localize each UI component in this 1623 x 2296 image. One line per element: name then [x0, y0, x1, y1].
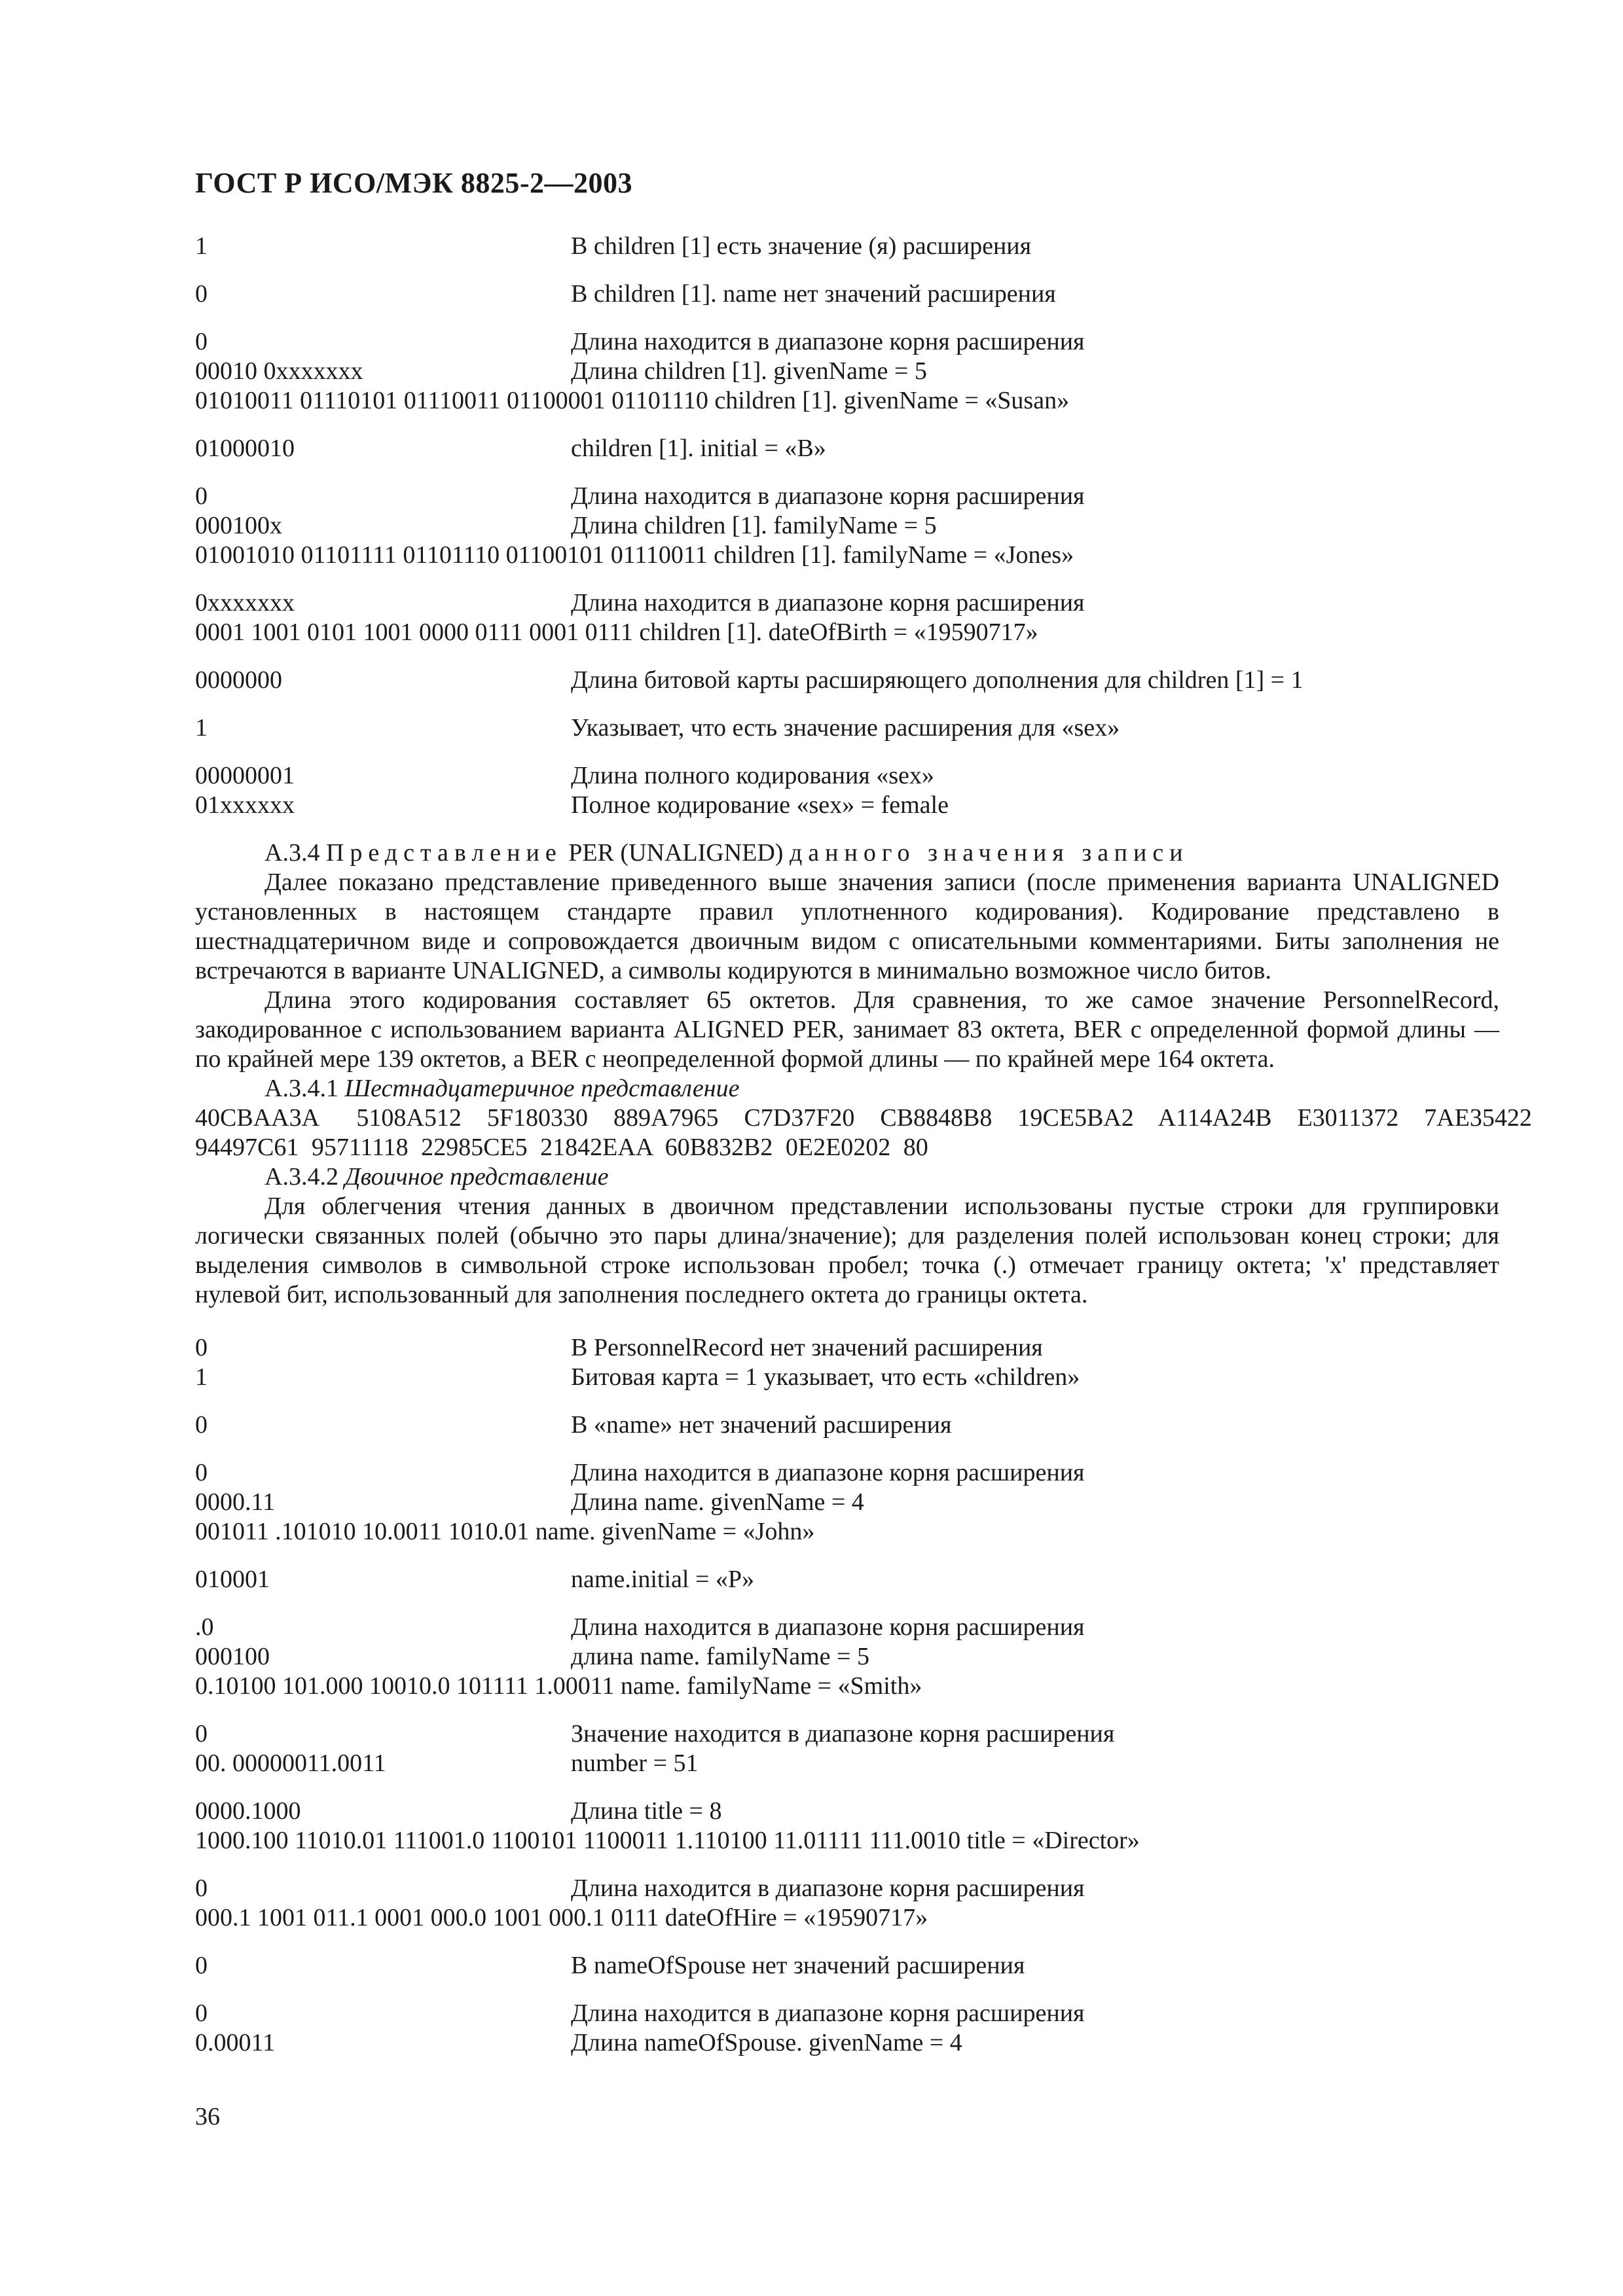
encoding-row — [195, 327, 1499, 357]
subsection-hex-number: А.3.4.1 — [264, 1075, 338, 1102]
bit-description: Длина находится в диапазоне корня расширения — [571, 482, 1085, 510]
encoding-row — [195, 1719, 1499, 1749]
encoding-group — [195, 1874, 1499, 1933]
bit-description: Битовая карта = 1 указывает, что есть «children» — [571, 1363, 1080, 1391]
subsection-binary-number: А.3.4.2 — [264, 1163, 338, 1191]
bit-code: 0 — [195, 1874, 208, 1902]
encoding-row — [195, 791, 1499, 820]
bit-code: .0 — [195, 1613, 214, 1641]
bit-code: 000100 — [195, 1643, 270, 1670]
bit-description: Полное кодирование «sex» = female — [571, 791, 949, 819]
encoding-row — [195, 1797, 1499, 1826]
encoding-group — [195, 713, 1499, 743]
bit-code: 1 — [195, 232, 208, 260]
encoding-row — [195, 1642, 1499, 1672]
encoding-group — [195, 1797, 1499, 1856]
bit-description: Длина находится в диапазоне корня расширения — [571, 1613, 1085, 1641]
page-header: ГОСТ Р ИСО/МЭК 8825-2—2003 — [195, 167, 633, 199]
bit-code: 0xxxxxxx — [195, 589, 295, 617]
encoding-row — [195, 1333, 1499, 1363]
encoding-full-line: 001011 .101010 10.0011 1010.01 name. givenName = «John» — [195, 1518, 815, 1545]
encoding-full-line: 01001010 01101111 01101110 01100101 01110011 children [1]. familyName = «Jones» — [195, 541, 1074, 569]
encoding-group — [195, 279, 1499, 309]
encoding-row — [195, 1749, 1499, 1778]
subsection-binary-heading — [195, 1162, 1499, 1192]
page-number: 36 — [195, 2103, 220, 2130]
bit-code: 0 — [195, 1411, 208, 1439]
bit-code: 01xxxxxx — [195, 791, 295, 819]
bit-description: Длина находится в диапазоне корня расширения — [571, 2000, 1085, 2027]
bit-description: Значение находится в диапазоне корня расширения — [571, 1720, 1115, 1748]
encoding-row — [195, 1874, 1499, 1903]
bit-description: name.initial = «P» — [571, 1566, 755, 1593]
encoding-group — [195, 588, 1499, 647]
encoding-row — [195, 1951, 1499, 1981]
encoding-group — [195, 327, 1499, 416]
section-number: А.3.4 — [264, 839, 320, 867]
bit-code: 000100x — [195, 512, 282, 539]
bit-description: number = 51 — [571, 1749, 699, 1777]
bit-code: 0000.11 — [195, 1488, 276, 1516]
encoding-group — [195, 232, 1499, 261]
bit-code: 0000.1000 — [195, 1797, 301, 1825]
encoding-row — [195, 232, 1499, 261]
bit-description: Длина находится в диапазоне корня расширения — [571, 589, 1085, 617]
bit-description: В children [1] есть значение (я) расширения — [571, 232, 1032, 260]
bit-code: 0 — [195, 1334, 208, 1361]
bit-description: Длина children [1]. familyName = 5 — [571, 512, 937, 539]
encoding-group — [195, 1565, 1499, 1594]
encoding-group — [195, 1951, 1499, 1981]
encoding-row — [195, 2028, 1499, 2058]
paragraph-binary-notes: Для облегчения чтения данных в двоичном представлении использованы пустые строки для группировки логически связанных полей (обычно это пары длина/значение); для разделения полей использован конец строки; для выделения символов в символьной строке использован пробел; точка (.) отмечает границу октета; 'x' представляет нулевой бит, использованный для заполнения последнего октета до границы октета. — [195, 1193, 1499, 1308]
bit-description: Длина name. givenName = 4 — [571, 1488, 864, 1516]
bit-code: 0 — [195, 1459, 208, 1486]
encoding-group — [195, 434, 1499, 463]
bit-code: 0 — [195, 2000, 208, 2027]
encoding-full-line: 01010011 01110101 01110011 01100001 01101110 children [1]. givenName = «Susan» — [195, 387, 1070, 414]
bit-code: 01000010 — [195, 435, 295, 462]
encoding-row — [195, 482, 1499, 511]
encoding-row — [195, 666, 1499, 695]
bit-code: 1 — [195, 714, 208, 742]
encoding-group — [195, 1458, 1499, 1547]
paragraph-intro: Далее показано представление приведенного выше значения записи (после применения варианта UNALIGNED установленных в настоящем стандарте правил уплотненного кодирования). Кодирование представлено в шестнадцатеричном виде и сопровождается двоичным видом с описательными комментариями. Биты заполнения не встречаются в варианте UNALIGNED, а символы кодируются в минимально возможное число битов. — [195, 869, 1499, 984]
bit-description: Длина title = 8 — [571, 1797, 722, 1825]
bit-description: В «name» нет значений расширения — [571, 1411, 952, 1439]
encoding-block-1 — [195, 232, 1499, 820]
encoding-row — [195, 357, 1499, 386]
bit-code: 1 — [195, 1363, 208, 1391]
encoding-full-line: 1000.100 11010.01 111001.0 1100101 1100011 1.110100 11.01111 111.0010 title = «Director» — [195, 1827, 1140, 1854]
encoding-row — [195, 1999, 1499, 2028]
bit-description: Длина находится в диапазоне корня расширения — [571, 1874, 1085, 1902]
encoding-group — [195, 1333, 1499, 1392]
encoding-row — [195, 1613, 1499, 1642]
bit-code: 0 — [195, 482, 208, 510]
bit-description: Длина nameOfSpouse. givenName = 4 — [571, 2029, 962, 2056]
encoding-row — [195, 1565, 1499, 1594]
section-heading — [195, 838, 1499, 868]
bit-code: 0.00011 — [195, 2029, 276, 2056]
encoding-row — [195, 1363, 1499, 1392]
encoding-row — [195, 511, 1499, 541]
bit-description: длина name. familyName = 5 — [571, 1643, 869, 1670]
bit-description: B PersonnelRecord нет значений расширения — [571, 1334, 1043, 1361]
bit-description: children [1]. initial = «B» — [571, 435, 826, 462]
document-page — [195, 164, 1532, 2076]
bit-code: 0 — [195, 280, 208, 308]
encoding-group — [195, 1999, 1499, 2058]
encoding-full-line: 0.10100 101.000 10010.0 101111 1.00011 name. familyName = «Smith» — [195, 1672, 922, 1700]
bit-description: Длина children [1]. givenName = 5 — [571, 357, 927, 385]
encoding-row — [195, 279, 1499, 309]
subsection-binary-title: Двоичное представление — [344, 1163, 609, 1191]
bit-code: 0 — [195, 328, 208, 355]
bit-description: B nameOfSpouse нет значений расширения — [571, 1952, 1025, 1979]
encoding-row — [195, 1458, 1499, 1488]
bit-description: Указывает, что есть значение расширения для «sex» — [571, 714, 1120, 742]
hex-line-1: 40CBAA3A 5108A512 5F180330 889A7965 C7D37F20 CB8848B8 19CE5BA2 A114A24B E3011372 7AE35422 — [195, 1104, 1532, 1132]
paragraph-length: Длина этого кодирования составляет 65 октетов. Для сравнения, то же самое значение PersonnelRecord, закодированное с использованием варианта ALIGNED PER, занимает 83 октета, BER с определенной формой длины — по крайней мере 139 октетов, а BER с неопределенной формой длины — по крайней мере 164 октета. — [195, 986, 1499, 1073]
bit-code: 0 — [195, 1720, 208, 1748]
section-title-part3: данного значения записи — [789, 839, 1189, 867]
encoding-row — [195, 1488, 1499, 1517]
encoding-row — [195, 1410, 1499, 1440]
encoding-group — [195, 1719, 1499, 1778]
encoding-row — [195, 713, 1499, 743]
encoding-group — [195, 666, 1499, 695]
section-title-part1: Представление — [325, 839, 562, 867]
encoding-row — [195, 588, 1499, 618]
section-title-part2: PER (UNALIGNED) — [568, 839, 784, 867]
bit-description: Длина полного кодирования «sex» — [571, 762, 934, 789]
encoding-group — [195, 1613, 1499, 1701]
bit-code: 00010 0xxxxxxx — [195, 357, 363, 385]
bit-code: 010001 — [195, 1566, 270, 1593]
encoding-full-line: 000.1 1001 011.1 0001 000.0 1001 000.1 0111 dateOfHire = «19590717» — [195, 1904, 928, 1931]
bit-description: Длина битовой карты расширяющего дополнения для children [1] = 1 — [571, 666, 1304, 694]
hex-line-2: 94497C61 95711118 22985CE5 21842EAA 60B832B2 0E2E0202 80 — [195, 1134, 928, 1161]
encoding-block-2 — [195, 1333, 1499, 2058]
bit-description: B children [1]. name нет значений расширения — [571, 280, 1056, 308]
bit-code: 0 — [195, 1952, 208, 1979]
subsection-hex-title: Шестнадцатеричное представление — [344, 1075, 740, 1102]
bit-description: Длина находится в диапазоне корня расширения — [571, 1459, 1085, 1486]
subsection-hex-heading — [195, 1074, 1499, 1103]
bit-code: 00000001 — [195, 762, 295, 789]
encoding-group — [195, 761, 1499, 820]
encoding-group — [195, 1410, 1499, 1440]
encoding-row — [195, 761, 1499, 791]
encoding-full-line: 0001 1001 0101 1001 0000 0111 0001 0111 children [1]. dateOfBirth = «19590717» — [195, 619, 1038, 646]
bit-code: 00. 00000011.0011 — [195, 1749, 386, 1777]
encoding-row — [195, 434, 1499, 463]
encoding-group — [195, 482, 1499, 570]
bit-code: 0000000 — [195, 666, 282, 694]
bit-description: Длина находится в диапазоне корня расширения — [571, 328, 1085, 355]
